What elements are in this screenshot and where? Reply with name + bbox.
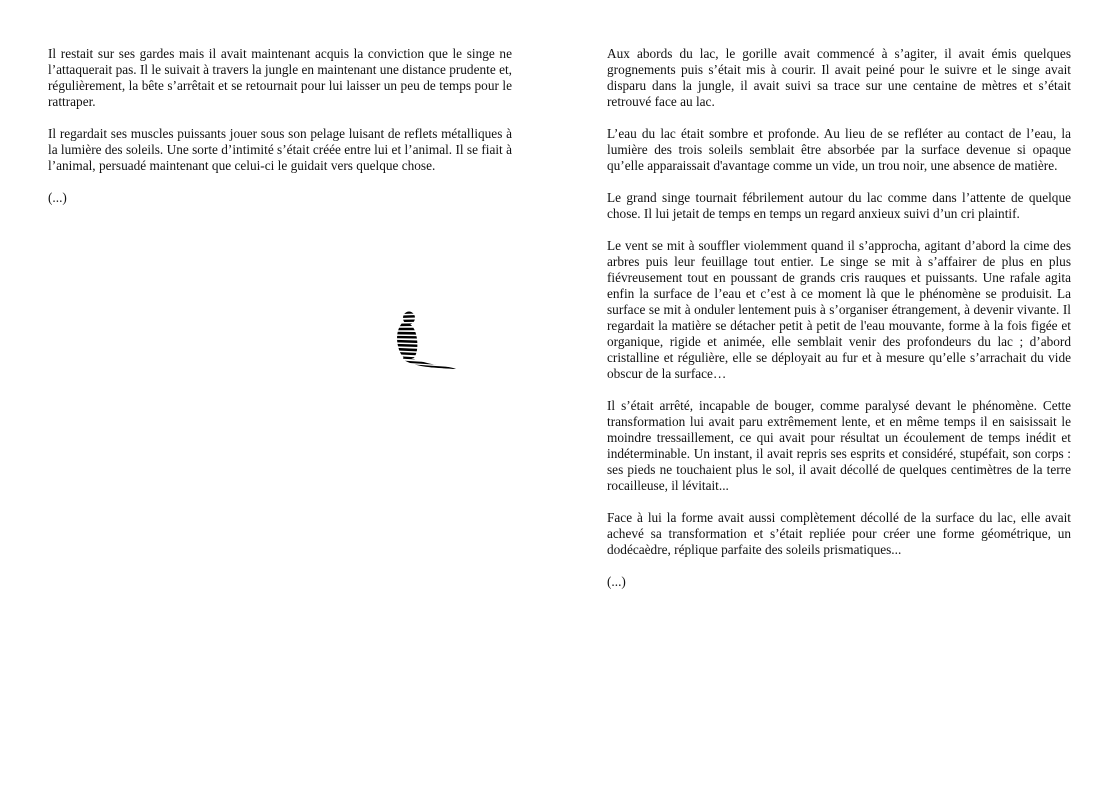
left-paragraph-1: Il restait sur ses gardes mais il avait maintenant acquis la conviction que le singe ne l’attaquerait pas. Il le suivait à travers la jungle en maintenant une distance prudente et, régulièrement, la bête s’arrêtait et se retournait pour lui laisser un peu de temps pour le rattraper. — [48, 46, 512, 109]
right-paragraph-6: Face à lui la forme avait aussi complètement décollé de la surface du lac, elle avait achevé sa transformation et s’était repliée pour créer une forme géométrique, un dodécaèdre, réplique parfaite des soleils prismatiques... — [607, 510, 1071, 557]
right-paragraph-1: Aux abords du lac, le gorille avait commencé à s’agiter, il avait émis quelques grognements puis s’était mis à courir. Il avait peiné pour le suivre et le singe avait disparu dans la jungle, il avait suivi sa trace sur une centaine de mètres et s’était retrouvé face au lac. — [607, 46, 1071, 109]
left-paragraph-ellipsis: (...) — [48, 190, 67, 205]
right-page — [607, 46, 1071, 606]
right-paragraph-ellipsis: (...) — [607, 574, 626, 589]
right-paragraph-4: Le vent se mit à souffler violemment quand il s’approcha, agitant d’abord la cime des arbres puis leur feuillage tout entier. Le singe se mit à s’affairer de plus en plus fiévreusement tout en poussant de grands cris rauques et puissants. Une rafale agita enfin la surface de l’eau et c’est à ce moment là que le phénomène se produisit. La surface se mit à onduler lentement puis à s’organiser étrangement, à devenir vivante. Il regardait la matière se détacher petit à petit de l'eau mouvante, forme à la fois figée et organique, rigide et animée, elle semblait venir des profondeurs du lac ; d’abord cristalline et régulière, elle se déployait au fur et à mesure qu’elle s’arrachait du vide obscur de la surface… — [607, 238, 1071, 381]
left-page — [48, 46, 512, 222]
right-paragraph-2: L’eau du lac était sombre et profonde. Au lieu de se refléter au contact de l’eau, la lumière des trois soleils semblait être absorbée par la surface devenue si opaque qu’elle apparaissait d'avantage comme un vide, un trou noir, une absence de matière. — [607, 126, 1071, 173]
striped-crouching-figure-icon — [393, 311, 459, 373]
left-paragraph-2: Il regardait ses muscles puissants jouer sous son pelage luisant de reflets métalliques à la lumière des soleils. Une sorte d’intimité s’était créée entre lui et l’animal. Il se fiait à l’animal, persuadé maintenant que celui-ci le guidait vers quelque chose. — [48, 126, 512, 173]
right-paragraph-5: Il s’était arrêté, incapable de bouger, comme paralysé devant le phénomène. Cette transformation lui avait paru extrêmement lente, et en même temps il en saisissait le moindre tressaillement, ce qui avait pour résultat un écoulement de temps inédit et indéterminable. Un instant, il avait repris ses esprits et considéré, stupéfait, son corps : ses pieds ne touchaient plus le sol, il avait décollé de quelques centimètres de la terre rocailleuse, il lévitait... — [607, 398, 1071, 493]
right-paragraph-3: Le grand singe tournait fébrilement autour du lac comme dans l’attente de quelque chose. Il lui jetait de temps en temps un regard anxieux suivi d’un cri plaintif. — [607, 190, 1071, 221]
